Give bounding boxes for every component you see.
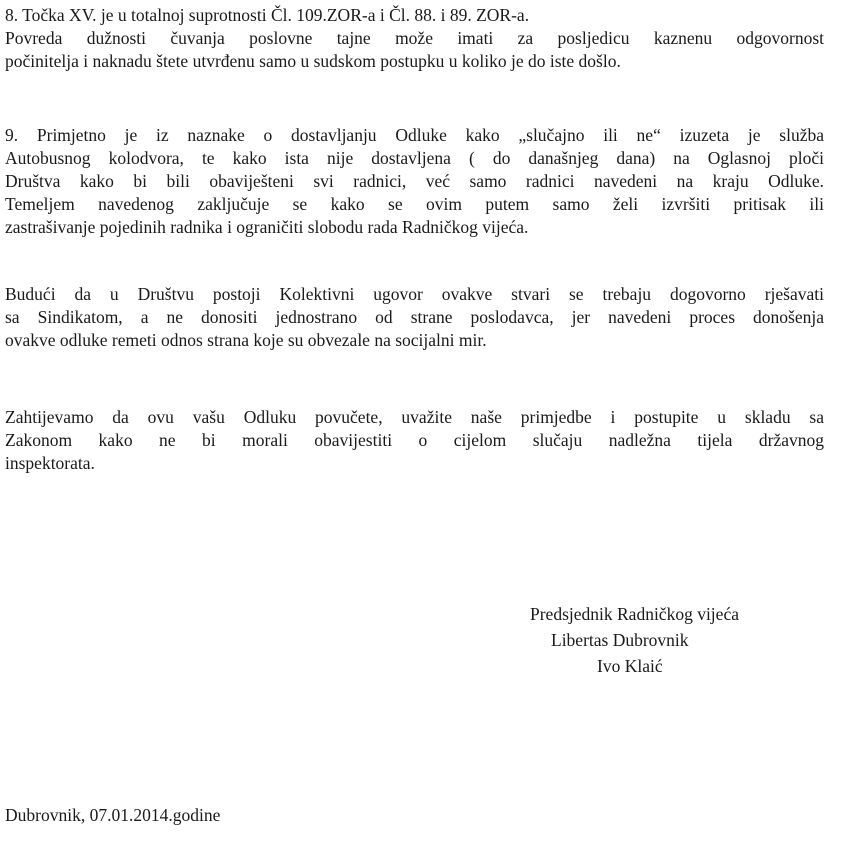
paragraph-line: Temeljem navedenog zaključuje se kako se ovim putem samo želi izvršiti pritisak ili — [5, 194, 824, 214]
paragraph-line: sa Sindikatom, a ne donositi jednostrano od strane poslodavca, jer navedeni proces donošenja — [5, 307, 824, 327]
paragraph-line: Zahtijevamo da ovu vašu Odluku povučete, uvažite naše primjedbe i postupite u skladu sa — [5, 407, 824, 427]
paragraph-point-8 — [5, 4, 824, 73]
paragraph-line: počinitelja i naknadu štete utvrđenu samo u sudskom postupku u koliko je do iste došlo. — [5, 51, 621, 71]
paragraph-line: 9. Primjetno je iz naznake o dostavljanju Odluke kako „slučajno ili ne“ izuzeta je služba — [5, 125, 824, 145]
paragraph-line: zastrašivanje pojedinih radnika i ograničiti slobodu rada Radničkog vijeća. — [5, 217, 529, 237]
paragraph-line: ovakve odluke remeti odnos strana koje su obvezale na socijalni mir. — [5, 330, 487, 350]
paragraph-line: Budući da u Društvu postoji Kolektivni ugovor ovakve stvari se trebaju dogovorno rješavati — [5, 284, 824, 304]
paragraph-line: Autobusnog kolodvora, te kako ista nije dostavljena ( do današnjeg dana) na Oglasnoj ploči — [5, 148, 824, 168]
paragraph-line: 8. Točka XV. je u totalnoj suprotnosti Čl. 109.ZOR-a i Čl. 88. i 89. ZOR-a. — [5, 5, 530, 25]
signature-title: Predsjednik Radničkog vijeća — [530, 604, 739, 624]
paragraph-line: Društva kako bi bili obaviješteni svi radnici, već samo radnici navedeni na kraju Odluke. — [5, 171, 824, 191]
paragraph-point-9 — [5, 124, 824, 239]
signature-organization: Libertas Dubrovnik — [551, 630, 689, 650]
paragraph-line: inspektorata. — [5, 453, 95, 473]
paragraph-demand — [5, 406, 824, 475]
document-date: Dubrovnik, 07.01.2014.godine — [5, 805, 221, 825]
paragraph-line: Povreda dužnosti čuvanja poslovne tajne može imati za posljedicu kaznenu odgovornost — [5, 28, 824, 48]
paragraph-collective-agreement — [5, 283, 824, 352]
paragraph-line: Zakonom kako ne bi morali obavijestiti o cijelom slučaju nadležna tijela državnog — [5, 430, 824, 450]
signature-name: Ivo Klaić — [597, 656, 663, 676]
